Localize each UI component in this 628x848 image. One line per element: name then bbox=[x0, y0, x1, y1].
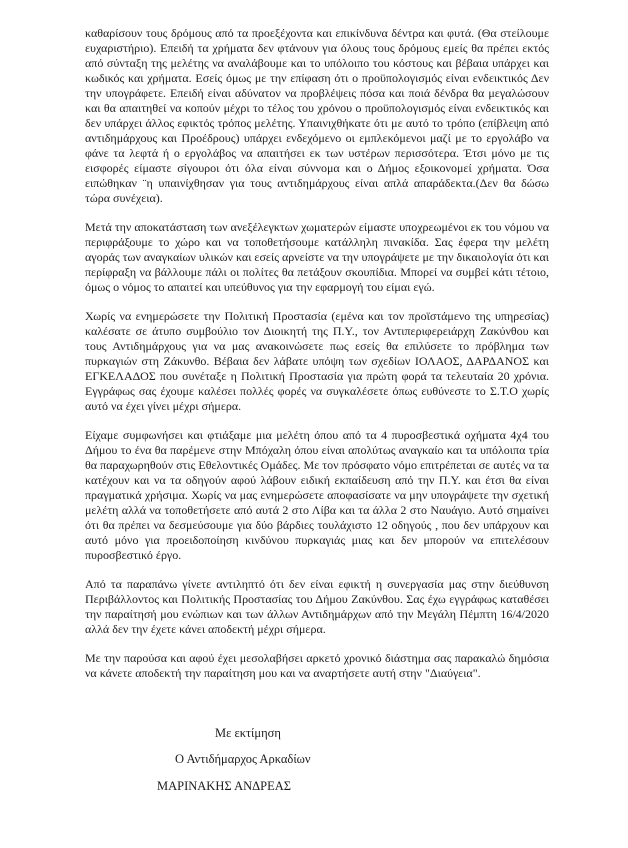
closing-salutation: Με εκτίμηση bbox=[215, 726, 281, 740]
signer-title: Ο Αντιδήμαρχος Αρκαδίων bbox=[175, 752, 311, 766]
paragraph-civil-protection-council: Χωρίς να ενημερώσετε την Πολιτική Προστασία (εμένα και τον προϊστάμενο της υπηρεσίας) καλέσατε σε άτυπο συμβούλιο τον Διοικητή της Π.Υ., τον Αντιπεριφερειάρχη Ζακύνθου και τους Αντιδημάρχους για να μας ανακοινώσετε πως εσείς θα επιλύσετε το πρόβλημα των πυρκαγιών στη Ζάκυνθο. Βέβαια δεν λάβατε υπόψη των σχεδίων ΙΟΛΑΟΣ, ΔΑΡΔΑΝΟΣ και ΕΓΚΕΛΑΔΟΣ που συνέταξε η Πολιτική Προστασία για πρώτη φορά τα τελευταία 20 χρόνια. Εγγράφως σας έχουμε καλέσει πολλές φορές να συγκαλέσετε όπως ευθύνεστε το Σ.Τ.Ο χωρίς αυτό να έχει γίνει μέχρι σήμερα. bbox=[85, 309, 549, 413]
closing-block bbox=[85, 726, 549, 794]
paragraph-resignation-submitted: Από τα παραπάνω γίνετε αντιληπτό ότι δεν είναι εφικτή η συνεργασία μας στην διεύθυνση Περιβάλλοντος και Πολιτικής Προστασίας του Δήμου Ζακύνθου. Σας έχω εγγράφως καταθέσει την παραίτησή μου ενώπιων και των άλλων Αντιδημάρχων από την Μεγάλη Πέμπτη 16/4/2020 αλλά δεν την έχετε κάνει αποδεκτή μέχρι σήμερα. bbox=[85, 577, 549, 636]
paragraph-resignation-request: Με την παρούσα και αφού έχει μεσολαβήσει αρκετό χρονικό διάστημα σας παρακαλώ δημόσια να κάνετε αποδεκτή την παραίτηση μου και να αναρτήσετε αυτή στην "Διαύγεια". bbox=[85, 651, 549, 680]
paragraph-roads-trees: καθαρίσουν τους δρόμους από τα προεξέχοντα και επικίνδυνα δέντρα και φυτά. (Θα στείλουμε ευχαριστήριο). Επειδή τα χρήματα δεν φτάνουν για όλους τους δρόμους εμείς θα πρέπει εκτός από σύνταξη της μελέτης να αναλάβουμε και το υπόλοιπο του κόστους και βέβαια υπάρχει και κωδικός και χρήματα. Εσείς όμως με την επίφαση ότι ο προϋπολογισμός είναι ενδεικτικός Δεν την υπογράφετε. Επειδή είναι αδύνατον να προβλέψεις πόσα και ποιά δένδρα θα μεγαλώσουν και θα απαιτηθεί να κοπούν μέχρι το τέλος του χρόνου ο προϋπολογισμός είναι ενδεικτικός και δεν υπάρχει άλλος εφικτός τρόπος μελέτης. Υπαινιχθήκατε ότι με αυτό το τρόπο (επίβλεψη από αντιδημάρχους και Προέδρους) υπάρχει ενδεχόμενο οι εμπλεκόμενοι μαζί με το εργολάβο να φάνε τα λεφτά ή ο εργολάβος να απαιτήσει εκ των υστέρων περισσότερα. Έτσι μόνο με τις εισφορές είμαστε σίγουροι ότι όλα είναι σύννομα και ο Δήμος εξοικονομεί χρήματα. Όσα ειπώθηκαν ¨η υπαινίχθησαν για τους αντιδημάρχους είναι απλά απαράδεκτα.(Δεν θα δώσω τώρα συνέχεια). bbox=[85, 26, 549, 205]
paragraph-landfills-fencing: Μετά την αποκατάσταση των ανεξέλεγκτων χωματερών είμαστε υποχρεωμένοι εκ του νόμου να περιφράξουμε το χώρο και να τοποθετήσουμε κατάλληλη πινακίδα. Σας έφερα την μελέτη αγοράς των αναγκαίων υλικών και εσείς αρνείστε να την υπογράψετε με την δικαιολογία ότι και περίφραξη να βάλλουμε πάλι οι πολίτες θα πετάξουν σκουπίδια. Μπορεί να συμβεί κάτι τέτοιο, όμως ο νόμος το απαιτεί και υπεύθυνος για την εφαρμογή του είμαι εγώ. bbox=[85, 220, 549, 294]
signer-name: ΜΑΡΙΝΑΚΗΣ ΑΝΔΡΕΑΣ bbox=[157, 779, 292, 793]
letter-body bbox=[85, 26, 549, 794]
paragraph-fire-vehicles: Είχαμε συμφωνήσει και φτιάξαμε μια μελέτη όπου από τα 4 πυροσβεστικά οχήματα 4χ4 του Δήμου το ένα θα παρέμενε στην Μπόχαλη όπου είναι απολύτως αναγκαίο και τα υπόλοιπα τρία θα παραχωρηθούν στις Εθελοντικές Ομάδες. Με τον πρόσφατο νόμο επιτρέπεται σε αυτές να τα κατέχουν και να τα οδηγούν αφού λάβουν ειδική εκπαίδευση από την Π.Υ. και έτσι θα είναι πραγματικά χρήσιμα. Χωρίς να μας ενημερώσετε αποφασίσατε να μην υπογράψετε την σχετική μελέτη αλλά να τοποθετήσετε από αυτά 2 στο Λίβα και τα άλλα 2 στο Ναυάγιο. Αυτό σημαίνει ότι θα πρέπει να δεσμεύσουμε για δύο βάρδιες τουλάχιστο 12 οδηγούς , που δεν υπάρχουν και αυτό μόνο για προειδοποίηση κινδύνου πυρκαγιάς μιας και δεν μπορούν να επιτελέσουν πυροσβεστικό έργο. bbox=[85, 428, 549, 562]
